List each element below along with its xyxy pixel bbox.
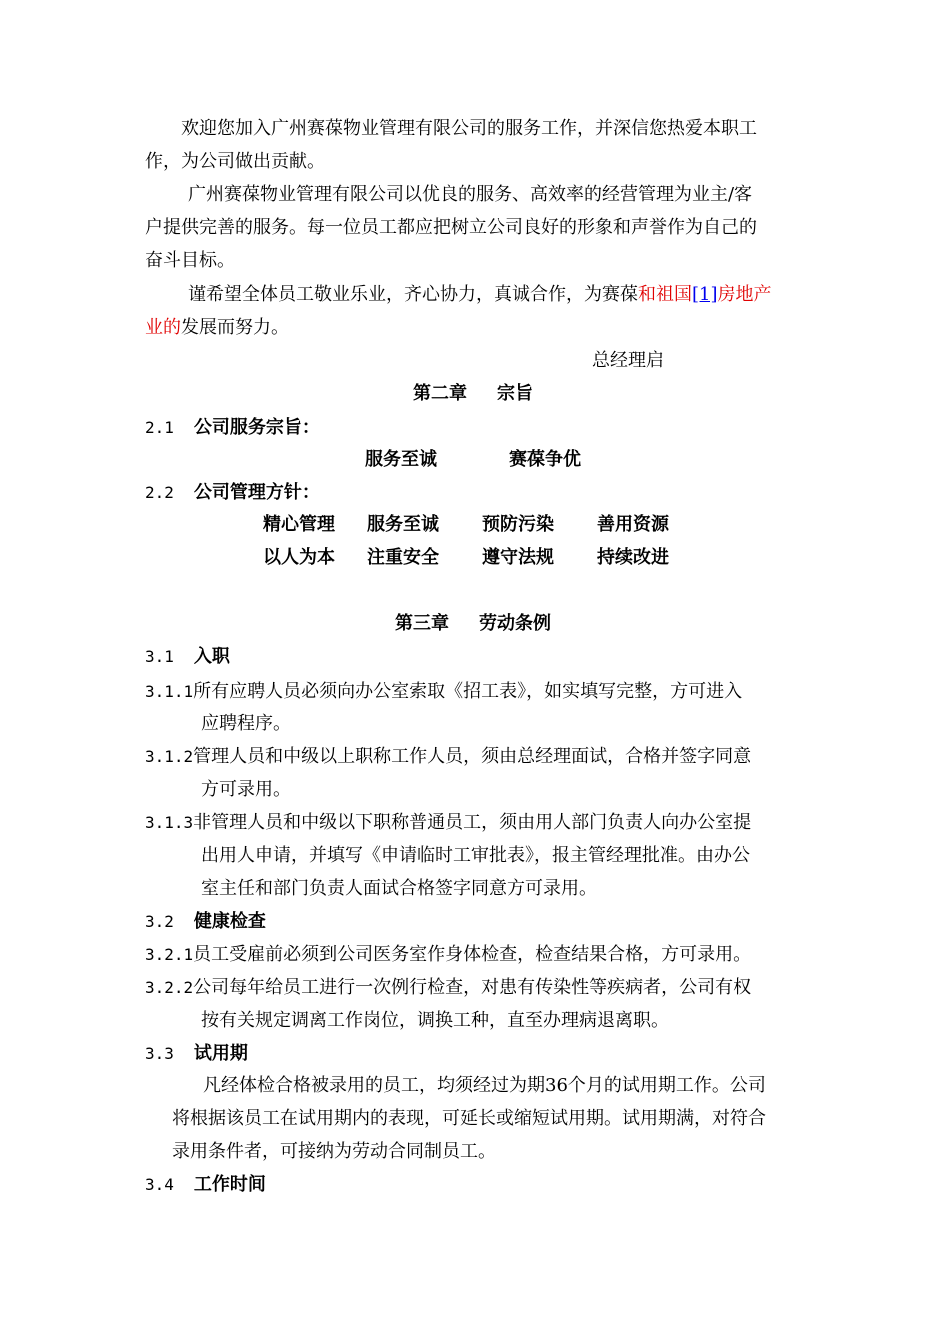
item-3-2-2-line2: 按有关规定调离工作岗位，调换工种，直至办理病退离职。: [201, 1010, 669, 1031]
chapter3-heading: [395, 612, 551, 636]
item-3-1-1-line1: [145, 680, 742, 704]
item-3-1-1-line2: 应聘程序。: [201, 713, 291, 734]
section-2-2: [145, 481, 320, 505]
chapter2-number: 第二章: [413, 383, 467, 404]
intro-p2-line2: 户提供完善的服务。每一位员工都应把树立公司良好的形象和声誉作为自己的: [145, 217, 757, 238]
item-number: 3.1.3: [145, 813, 194, 832]
policy-item: 遵守法规: [482, 547, 554, 568]
intro-p2-line1: 广州赛葆物业管理有限公司以优良的服务、高效率的经营管理为业主/客: [188, 184, 753, 205]
intro-p3-text: 谨希望全体员工敬业乐业，齐心协力，真诚合作，为赛葆: [188, 284, 638, 305]
item-3-1-3-line2: 出用人申请，并填写《申请临时工审批表》，报主管经理批准。由办公: [201, 845, 750, 866]
item-text: 管理人员和中级以上职称工作人员，须由总经理面试，合格并签字同意: [193, 746, 752, 767]
item-3-1-2-line2: 方可录用。: [201, 779, 291, 800]
section-label: 公司服务宗旨：: [193, 417, 320, 438]
footnote-link[interactable]: [1]: [692, 284, 718, 305]
policy-item: 善用资源: [597, 514, 669, 535]
chapter2-heading: [413, 382, 533, 406]
section-number: 3.1: [145, 647, 174, 666]
policy-item: 注重安全: [367, 547, 439, 568]
intro-p3-line2: [145, 316, 289, 340]
item-text: 所有应聘人员必须向办公室索取《招工表》，如实填写完整，方可进入: [193, 681, 743, 702]
item-3-2-1: [145, 943, 751, 967]
section-3-3-line2: 将根据该员工在试用期内的表现，可延长或缩短试用期。试用期满，对符合: [172, 1108, 766, 1129]
item-3-1-3-line1: [145, 811, 751, 835]
service-slogan-2: 赛葆争优: [509, 449, 581, 470]
intro-p2-line3: 奋斗目标。: [145, 250, 235, 271]
chapter2-name: 宗旨: [497, 383, 533, 404]
chapter3-number: 第三章: [395, 613, 449, 634]
intro-p1-line1: 欢迎您加入广州赛葆物业管理有限公司的服务工作，并深信您热爱本职工: [181, 118, 757, 139]
chapter3-name: 劳动条例: [479, 613, 551, 634]
item-text: 非管理人员和中级以下职称普通员工，须由用人部门负责人向办公室提: [193, 812, 752, 833]
item-text: 员工受雇前必须到公司医务室作身体检查，检查结果合格，方可录用。: [193, 944, 752, 965]
section-number: 2.1: [145, 418, 174, 437]
section-label: 入职: [193, 646, 230, 667]
section-label: 工作时间: [193, 1174, 266, 1195]
intro-p3-red-text-3: 业的: [145, 317, 181, 338]
section-label: 试用期: [193, 1043, 248, 1064]
section-label: 健康检查: [193, 911, 266, 932]
item-3-2-2-line1: [145, 976, 751, 1000]
item-number: 3.2.1: [145, 945, 194, 964]
section-label: 公司管理方针：: [193, 482, 320, 503]
item-3-1-2-line1: [145, 745, 751, 769]
item-number: 3.2.2: [145, 978, 194, 997]
signature: 总经理启: [592, 350, 664, 371]
intro-p1-line2: 作，为公司做出贡献。: [145, 151, 325, 172]
section-3-2: [145, 910, 266, 934]
section-2-1: [145, 416, 320, 440]
policy-item: 以人为本: [263, 547, 335, 568]
section-3-3: [145, 1042, 248, 1066]
service-slogan-1: 服务至诚: [365, 449, 437, 470]
intro-p3-line1: [188, 283, 772, 307]
item-number: 3.1.1: [145, 682, 194, 701]
item-text: 公司每年给员工进行一次例行检查，对患有传染性等疾病者，公司有权: [193, 977, 752, 998]
section-3-3-line1: 凡经体检合格被录用的员工，均须经过为期36个月的试用期工作。公司: [203, 1075, 766, 1096]
section-3-1: [145, 645, 230, 669]
section-number: 2.2: [145, 483, 174, 502]
policy-item: 服务至诚: [367, 514, 439, 535]
section-number: 3.4: [145, 1175, 174, 1194]
section-number: 3.2: [145, 912, 174, 931]
policy-item: 持续改进: [597, 547, 669, 568]
section-number: 3.3: [145, 1044, 174, 1063]
item-number: 3.1.2: [145, 747, 194, 766]
policy-item: 预防污染: [482, 514, 554, 535]
section-3-4: [145, 1173, 266, 1197]
section-3-3-line3: 录用条件者，可接纳为劳动合同制员工。: [172, 1141, 496, 1162]
item-3-1-3-line3: 室主任和部门负责人面试合格签字同意方可录用。: [201, 878, 597, 899]
intro-p3-text-2: 发展而努力。: [181, 317, 289, 338]
policy-item: 精心管理: [263, 514, 335, 535]
intro-p3-red-text-2: 房地产: [717, 284, 772, 305]
intro-p3-red-text: 和祖国: [638, 284, 692, 305]
